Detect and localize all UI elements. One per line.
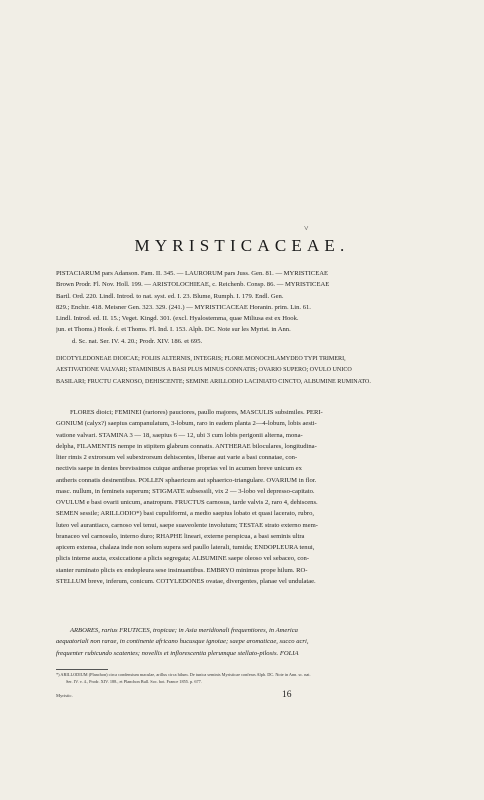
signature-mark: 16 [282,690,292,700]
text-line: d. Sc. nat. Ser. IV. 4. 20.; Prodr. XIV. 186. et 695. [72,337,203,345]
text-line: antheris connatis desinentibus. POLLEN sphaericum aut sphaerico-triangulare. OVARIUM in flor. [56,476,317,484]
text-line: plicis interne aucta, exsiccatione a plicis segregata; ALBUMINE saepe oleoso vel sebaceo, con- [56,555,310,563]
text-line: branaceo vel carnosulo, interno duro; RHAPHE lineari, externe perspicua, a basi seminis ultra [56,532,305,540]
text-line: vatione valvari. STAMINA 3 — 18, saepius 6 — 12, ubi 3 cum lobis perigonii alterna, mona- [56,431,303,439]
text-line: luteo vel aurantiaco, carnoso vel tenui, saepe suaveolente involutum; TESTAE strato externo mem- [56,521,318,529]
text-line: delpha, FILAMENTIS nempe in stipitem glabrum connatis. ANTHERAE biloculares, longitudina- [56,442,317,450]
text-line: Bartl. Ord. 220. Lindl. Introd. to nat. syst. ed. I. 23. Blume, Rumph. I. 179. Endl. Gen. [56,292,284,300]
text-line: OVULUM e basi ovarii unicum, anatropum. FRUCTUS carnosus, tarde valvis 2, raro 4, dehiscens. [56,499,318,506]
text-line: masc. nullum, in femineis superum; STIGMATE subsessili, vix 2 — 3-lobo vel depresso-capitato. [56,487,315,495]
habit-paragraph [56,625,431,659]
synonymy-paragraph [56,268,431,347]
text-line: DICOTYLEDONEAE DIOICAE; FOLIIS ALTERNIS, INTEGRIS; FLORE MONOCHLAMYDEO TYPI TRIMERI, [56,356,346,362]
text-line: STELLUM breve, inferum, conicum. COTYLEDONES ovatae, divergentes, planae vel undulatae. [56,577,316,585]
text-line: Brown Prodr. Fl. Nov. Holl. 199. — ARISTOLOCHIEAE, c. Reichenb. Consp. 86. — MYRISTICEAE [56,281,330,289]
text-line: Lindl. Introd. ed. II. 15.; Veget. Kingd. 301. (excl. Hyalostemma, quae Miliusa est ex Hook. [56,315,299,322]
text-line: stanter ruminato plicis ex endopleura sese insinuantibus. EMBRYO minimus prope hilum. RO- [56,566,308,574]
text-line: aequatoriali non rarae, in continente africano hucusque ignotae; saepe aromaticae, succo acri, [56,638,309,646]
text-line: PISTACIARUM pars Adanson. Fam. II. 345. — LAURORUM pars Juss. Gen. 81. — MYRISTICEAE [56,270,329,277]
description-paragraph [56,407,431,587]
text-line: frequenter rubicundo scatentes; novellis et inflorescentia plerumque stellato-pilosis. FOLIA [56,649,299,657]
family-title: MYRISTICACEAE. [134,236,350,255]
footnote [56,671,431,685]
footnote-line: Ser. IV. v. 4., Prodr. XIV. 188., et Planchon Bull. Soc. bot. France 1855. p. 677. [66,679,202,685]
text-line: FLORES dioici; FEMINEI (rariores) pauciores, paullo majores, MASCULIS subsimiles. PERI- [70,409,323,416]
text-line: 829.; Enchir. 418. Meisner Gen. 323. 329. (241.) — MYRISTICACEAE Horanin. prim. Lin. 61. [56,303,311,311]
diagnosis-paragraph [56,354,431,388]
running-foot: Myristic. [56,693,73,698]
text-line: AESTIVATIONE VALVARI; STAMINIBUS A BASI PLUS MINUS CONNATIS; OVARIO SUPERO; OVULO UNICO [56,367,352,374]
text-line: BASILARI; FRUCTU CARNOSO, DEHISCENTE; SEMINE ARILLODIO LACINIATO CINCTO, ALBUMINE RUMINATO. [56,378,371,385]
text-line: GONIUM (calyx?) saepius campanulatum, 3-lobum, raro in eadem planta 2—4-lobum, lobis aesti- [56,420,317,428]
text-line: apicem extensa, chalaza inde non solum supera sed paullo laterali, tumida; ENDOPLEURA tenui, [56,544,315,551]
footnote-rule [56,669,108,670]
text-line: jun. et Thoms.) Hook. f. et Thoms. Fl. Ind. I. 153. Alph. DC. Note sur les Myrist. in Ann. [56,326,291,334]
text-line: liter rimis 2 extrorsum vel subextrorsum dehiscentes, liberae aut varie a basi connatae, con- [56,454,298,461]
footnote-line: *) ARILLODIUM (Planchon) circa condensium maculae, arillus circa hilum. De tunica seminis Myristicae conferas Alph. DC. Note in Ann. sc. nat. [56,672,311,677]
text-line: nectivis saepe in dentes brevissimos cuique antherae proprias vel in acumen breve unicum ex [56,465,302,473]
text-line: ARBORES, rarius FRUTICES, tropicae; in Asia meridionali frequentiores, in America [70,627,298,634]
text-line: SEMEN sessile; ARILLODIO*) basi cupuliformi, a medio saepius lobato et quasi lacerato, rubro, [56,510,315,518]
ornament-mark: ˅ [304,224,309,233]
